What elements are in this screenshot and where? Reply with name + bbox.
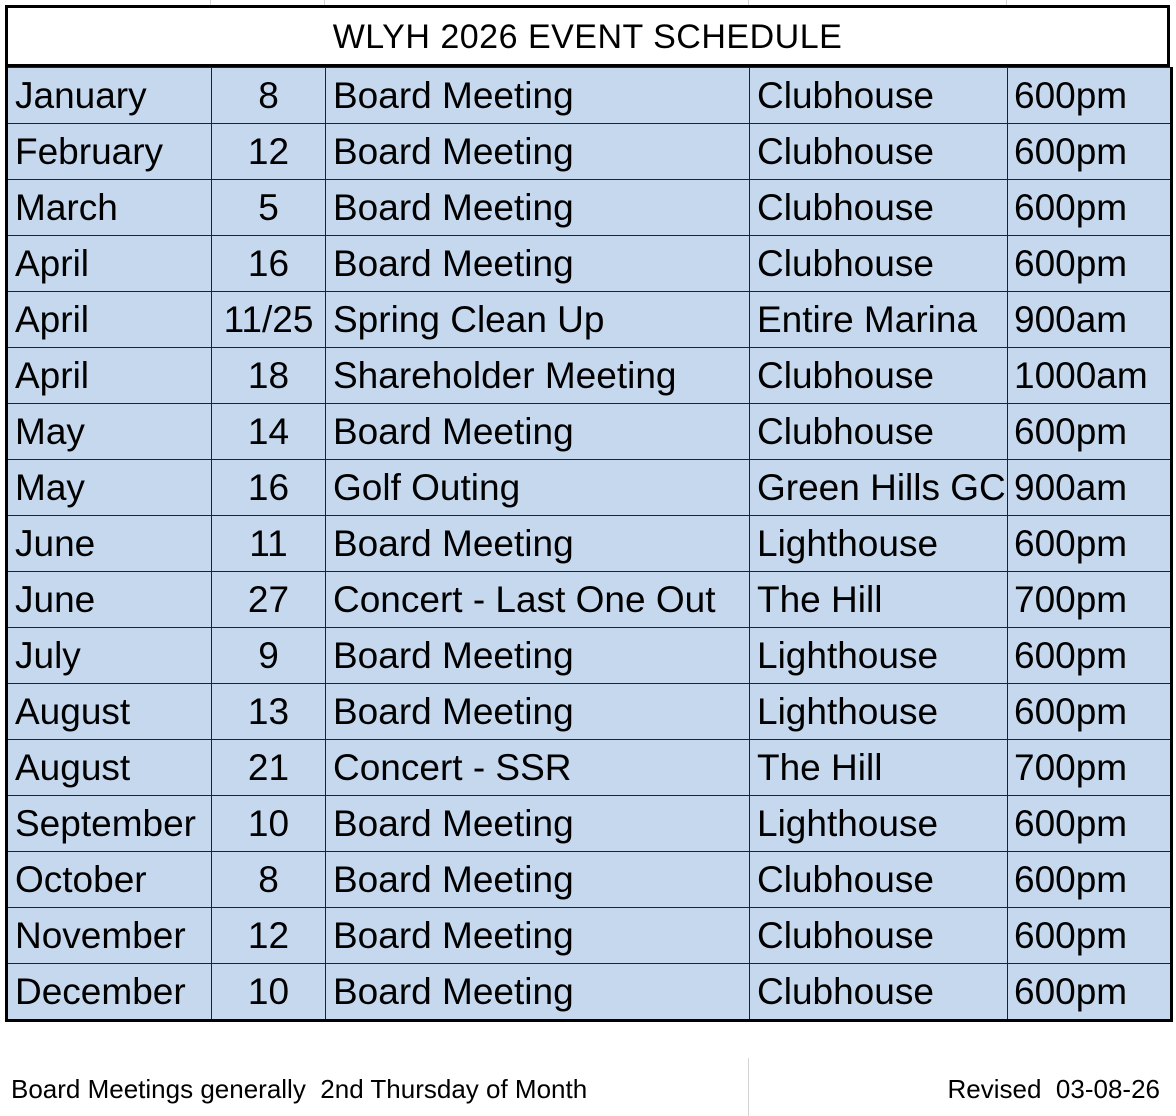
event-schedule-table [5, 67, 1173, 1022]
location-cell: Entire Marina [750, 292, 1008, 348]
time-cell: 600pm [1008, 516, 1172, 572]
day-cell: 27 [212, 572, 326, 628]
event-cell: Board Meeting [326, 404, 750, 460]
day-cell: 13 [212, 684, 326, 740]
table-row [7, 124, 1172, 180]
day-cell: 16 [212, 236, 326, 292]
time-cell: 600pm [1008, 180, 1172, 236]
month-cell: January [7, 68, 212, 124]
location-cell: Lighthouse [750, 684, 1008, 740]
day-cell: 12 [212, 124, 326, 180]
event-cell: Board Meeting [326, 964, 750, 1021]
event-cell: Board Meeting [326, 852, 750, 908]
schedule-sheet [5, 5, 1170, 1022]
table-row [7, 628, 1172, 684]
location-cell: The Hill [750, 740, 1008, 796]
table-row [7, 348, 1172, 404]
day-cell: 12 [212, 908, 326, 964]
schedule-body [7, 68, 1172, 1021]
month-cell: July [7, 628, 212, 684]
time-cell: 1000am [1008, 348, 1172, 404]
event-cell: Board Meeting [326, 180, 750, 236]
sheet-footer [5, 1058, 1170, 1116]
time-cell: 600pm [1008, 628, 1172, 684]
table-row [7, 292, 1172, 348]
month-cell: November [7, 908, 212, 964]
location-cell: Clubhouse [750, 852, 1008, 908]
day-cell: 11 [212, 516, 326, 572]
location-cell: Clubhouse [750, 908, 1008, 964]
time-cell: 900am [1008, 292, 1172, 348]
event-cell: Board Meeting [326, 68, 750, 124]
location-cell: Clubhouse [750, 964, 1008, 1021]
location-cell: Lighthouse [750, 796, 1008, 852]
table-row [7, 852, 1172, 908]
location-cell: Clubhouse [750, 124, 1008, 180]
location-cell: Green Hills GC [750, 460, 1008, 516]
month-cell: August [7, 740, 212, 796]
day-cell: 10 [212, 796, 326, 852]
time-cell: 600pm [1008, 124, 1172, 180]
table-row [7, 460, 1172, 516]
event-cell: Shareholder Meeting [326, 348, 750, 404]
table-row [7, 68, 1172, 124]
time-cell: 600pm [1008, 684, 1172, 740]
month-cell: June [7, 572, 212, 628]
event-cell: Concert - SSR [326, 740, 750, 796]
table-row [7, 684, 1172, 740]
table-row [7, 964, 1172, 1021]
location-cell: Clubhouse [750, 348, 1008, 404]
event-cell: Board Meeting [326, 796, 750, 852]
time-cell: 700pm [1008, 740, 1172, 796]
table-row [7, 404, 1172, 460]
month-cell: October [7, 852, 212, 908]
location-cell: Lighthouse [750, 628, 1008, 684]
table-row [7, 236, 1172, 292]
location-cell: Clubhouse [750, 68, 1008, 124]
time-cell: 700pm [1008, 572, 1172, 628]
time-cell: 600pm [1008, 908, 1172, 964]
event-cell: Board Meeting [326, 236, 750, 292]
board-meeting-note: Board Meetings generally 2nd Thursday of Month [11, 1074, 588, 1104]
location-cell: Clubhouse [750, 404, 1008, 460]
event-cell: Board Meeting [326, 124, 750, 180]
schedule-title: WLYH 2026 EVENT SCHEDULE [5, 5, 1170, 67]
footer-gridline [748, 1058, 749, 1116]
day-cell: 21 [212, 740, 326, 796]
day-cell: 9 [212, 628, 326, 684]
month-cell: April [7, 292, 212, 348]
month-cell: April [7, 348, 212, 404]
event-cell: Board Meeting [326, 628, 750, 684]
event-cell: Board Meeting [326, 684, 750, 740]
month-cell: September [7, 796, 212, 852]
month-cell: April [7, 236, 212, 292]
day-cell: 14 [212, 404, 326, 460]
event-cell: Board Meeting [326, 516, 750, 572]
day-cell: 10 [212, 964, 326, 1021]
table-row [7, 796, 1172, 852]
month-cell: May [7, 460, 212, 516]
table-row [7, 572, 1172, 628]
location-cell: Lighthouse [750, 516, 1008, 572]
time-cell: 600pm [1008, 852, 1172, 908]
table-row [7, 908, 1172, 964]
time-cell: 600pm [1008, 68, 1172, 124]
day-cell: 11/25 [212, 292, 326, 348]
time-cell: 600pm [1008, 236, 1172, 292]
event-cell: Board Meeting [326, 908, 750, 964]
day-cell: 8 [212, 852, 326, 908]
revised-date: Revised 03-08-26 [947, 1074, 1160, 1104]
time-cell: 600pm [1008, 404, 1172, 460]
day-cell: 8 [212, 68, 326, 124]
month-cell: March [7, 180, 212, 236]
time-cell: 600pm [1008, 796, 1172, 852]
month-cell: June [7, 516, 212, 572]
month-cell: December [7, 964, 212, 1021]
event-cell: Concert - Last One Out [326, 572, 750, 628]
event-cell: Golf Outing [326, 460, 750, 516]
day-cell: 16 [212, 460, 326, 516]
time-cell: 600pm [1008, 964, 1172, 1021]
month-cell: February [7, 124, 212, 180]
time-cell: 900am [1008, 460, 1172, 516]
location-cell: Clubhouse [750, 180, 1008, 236]
day-cell: 18 [212, 348, 326, 404]
month-cell: August [7, 684, 212, 740]
event-cell: Spring Clean Up [326, 292, 750, 348]
location-cell: The Hill [750, 572, 1008, 628]
table-row [7, 180, 1172, 236]
table-row [7, 740, 1172, 796]
location-cell: Clubhouse [750, 236, 1008, 292]
month-cell: May [7, 404, 212, 460]
table-row [7, 516, 1172, 572]
day-cell: 5 [212, 180, 326, 236]
